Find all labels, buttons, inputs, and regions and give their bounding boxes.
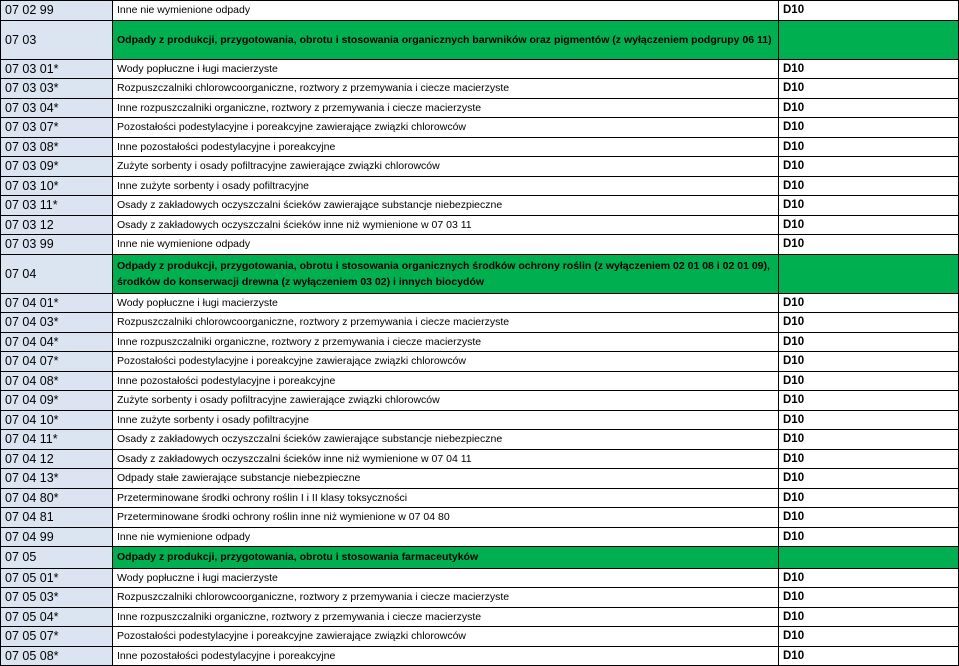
waste-description-cell: Przeterminowane środki ochrony roślin I i II klasy toksyczności bbox=[113, 488, 779, 508]
waste-description-cell: Inne zużyte sorbenty i osady pofiltracyjne bbox=[113, 410, 779, 430]
table-row bbox=[1, 469, 959, 489]
waste-description-cell: Wody popłuczne i ługi macierzyste bbox=[113, 293, 779, 313]
process-code-cell: D10 bbox=[779, 215, 959, 235]
waste-description-cell: Odpady z produkcji, przygotowania, obrotu i stosowania farmaceutyków bbox=[113, 547, 779, 569]
process-code-cell: D10 bbox=[779, 352, 959, 372]
waste-description-cell: Odpady z produkcji, przygotowania, obrotu i stosowania organicznych barwników oraz pigmentów (z wyłączeniem podgrupy 06 11) bbox=[113, 20, 779, 59]
process-code-cell bbox=[779, 20, 959, 59]
waste-description-cell: Wody popłuczne i ługi macierzyste bbox=[113, 59, 779, 79]
table-row bbox=[1, 59, 959, 79]
process-code-cell: D10 bbox=[779, 371, 959, 391]
process-code-cell: D10 bbox=[779, 449, 959, 469]
table-row bbox=[1, 410, 959, 430]
process-code-cell bbox=[779, 547, 959, 569]
waste-description-cell: Pozostałości podestylacyjne i poreakcyjne zawierające związki chlorowców bbox=[113, 118, 779, 138]
group-header-row bbox=[1, 20, 959, 59]
waste-description-cell: Inne nie wymienione odpady bbox=[113, 235, 779, 255]
waste-code-cell: 07 04 01* bbox=[1, 293, 113, 313]
waste-code-cell: 07 03 10* bbox=[1, 176, 113, 196]
process-code-cell: D10 bbox=[779, 196, 959, 216]
process-code-cell: D10 bbox=[779, 118, 959, 138]
process-code-cell: D10 bbox=[779, 627, 959, 647]
waste-code-cell: 07 04 03* bbox=[1, 313, 113, 333]
waste-code-cell: 07 04 09* bbox=[1, 391, 113, 411]
table-row bbox=[1, 332, 959, 352]
process-code-cell: D10 bbox=[779, 607, 959, 627]
table-row bbox=[1, 646, 959, 666]
waste-description-cell: Inne rozpuszczalniki organiczne, roztwory z przemywania i ciecze macierzyste bbox=[113, 332, 779, 352]
waste-code-cell: 07 04 80* bbox=[1, 488, 113, 508]
process-code-cell: D10 bbox=[779, 527, 959, 547]
process-code-cell: D10 bbox=[779, 332, 959, 352]
waste-code-cell: 07 04 81 bbox=[1, 508, 113, 528]
process-code-cell: D10 bbox=[779, 508, 959, 528]
waste-code-cell: 07 03 11* bbox=[1, 196, 113, 216]
waste-code-cell: 07 04 04* bbox=[1, 332, 113, 352]
waste-code-cell: 07 04 99 bbox=[1, 527, 113, 547]
table-row bbox=[1, 98, 959, 118]
waste-code-cell: 07 03 07* bbox=[1, 118, 113, 138]
process-code-cell: D10 bbox=[779, 391, 959, 411]
waste-code-cell: 07 03 04* bbox=[1, 98, 113, 118]
waste-code-cell: 07 05 03* bbox=[1, 588, 113, 608]
process-code-cell: D10 bbox=[779, 176, 959, 196]
table-row bbox=[1, 527, 959, 547]
waste-description-cell: Rozpuszczalniki chlorowcoorganiczne, roztwory z przemywania i ciecze macierzyste bbox=[113, 588, 779, 608]
table-row bbox=[1, 488, 959, 508]
waste-code-cell: 07 04 11* bbox=[1, 430, 113, 450]
process-code-cell: D10 bbox=[779, 488, 959, 508]
waste-description-cell: Inne pozostałości podestylacyjne i poreakcyjne bbox=[113, 646, 779, 666]
waste-description-cell: Osady z zakładowych oczyszczalni ścieków zawierające substancje niebezpieczne bbox=[113, 430, 779, 450]
table-row bbox=[1, 118, 959, 138]
process-code-cell: D10 bbox=[779, 430, 959, 450]
waste-code-cell: 07 04 bbox=[1, 254, 113, 293]
process-code-cell: D10 bbox=[779, 1, 959, 21]
waste-code-cell: 07 05 01* bbox=[1, 568, 113, 588]
waste-code-cell: 07 04 13* bbox=[1, 469, 113, 489]
waste-code-cell: 07 03 08* bbox=[1, 137, 113, 157]
waste-description-cell: Inne rozpuszczalniki organiczne, roztwory z przemywania i ciecze macierzyste bbox=[113, 607, 779, 627]
waste-code-cell: 07 05 04* bbox=[1, 607, 113, 627]
process-code-cell: D10 bbox=[779, 313, 959, 333]
waste-description-cell: Przeterminowane środki ochrony roślin inne niż wymienione w 07 04 80 bbox=[113, 508, 779, 528]
group-header-row bbox=[1, 254, 959, 293]
waste-code-cell: 07 03 bbox=[1, 20, 113, 59]
waste-description-cell: Inne zużyte sorbenty i osady pofiltracyjne bbox=[113, 176, 779, 196]
table-body bbox=[1, 1, 959, 666]
table-row bbox=[1, 176, 959, 196]
waste-code-cell: 07 04 07* bbox=[1, 352, 113, 372]
waste-description-cell: Osady z zakładowych oczyszczalni ścieków zawierające substancje niebezpieczne bbox=[113, 196, 779, 216]
table-row bbox=[1, 391, 959, 411]
process-code-cell: D10 bbox=[779, 235, 959, 255]
waste-description-cell: Inne pozostałości podestylacyjne i poreakcyjne bbox=[113, 371, 779, 391]
waste-code-cell: 07 05 bbox=[1, 547, 113, 569]
waste-code-cell: 07 05 07* bbox=[1, 627, 113, 647]
table-row bbox=[1, 196, 959, 216]
table-row bbox=[1, 79, 959, 99]
waste-description-cell: Inne pozostałości podestylacyjne i poreakcyjne bbox=[113, 137, 779, 157]
process-code-cell: D10 bbox=[779, 59, 959, 79]
table-row bbox=[1, 137, 959, 157]
waste-description-cell: Inne rozpuszczalniki organiczne, roztwory z przemywania i ciecze macierzyste bbox=[113, 98, 779, 118]
group-header-row bbox=[1, 547, 959, 569]
waste-code-cell: 07 03 03* bbox=[1, 79, 113, 99]
waste-description-cell: Odpady z produkcji, przygotowania, obrotu i stosowania organicznych środków ochrony roślin (z wyłączeniem 02 01 08 i 02 01 09), środków do konserwacji drewna (z wyłączeniem 03 02) i innych biocydów bbox=[113, 254, 779, 293]
process-code-cell: D10 bbox=[779, 568, 959, 588]
waste-description-cell: Rozpuszczalniki chlorowcoorganiczne, roztwory z przemywania i ciecze macierzyste bbox=[113, 79, 779, 99]
waste-description-cell: Osady z zakładowych oczyszczalni ścieków inne niż wymienione w 07 04 11 bbox=[113, 449, 779, 469]
process-code-cell: D10 bbox=[779, 293, 959, 313]
waste-description-cell: Osady z zakładowych oczyszczalni ścieków inne niż wymienione w 07 03 11 bbox=[113, 215, 779, 235]
process-code-cell: D10 bbox=[779, 157, 959, 177]
process-code-cell: D10 bbox=[779, 410, 959, 430]
waste-description-cell: Pozostałości podestylacyjne i poreakcyjne zawierające związki chlorowców bbox=[113, 627, 779, 647]
table-row bbox=[1, 1, 959, 21]
process-code-cell bbox=[779, 254, 959, 293]
waste-code-cell: 07 04 10* bbox=[1, 410, 113, 430]
waste-description-cell: Inne nie wymienione odpady bbox=[113, 527, 779, 547]
waste-code-cell: 07 04 08* bbox=[1, 371, 113, 391]
table-row bbox=[1, 352, 959, 372]
table-row bbox=[1, 568, 959, 588]
waste-code-cell: 07 05 08* bbox=[1, 646, 113, 666]
table-row bbox=[1, 157, 959, 177]
waste-description-cell: Rozpuszczalniki chlorowcoorganiczne, roztwory z przemywania i ciecze macierzyste bbox=[113, 313, 779, 333]
table-row bbox=[1, 607, 959, 627]
waste-code-cell: 07 03 12 bbox=[1, 215, 113, 235]
table-row bbox=[1, 508, 959, 528]
table-row bbox=[1, 627, 959, 647]
table-row bbox=[1, 588, 959, 608]
waste-description-cell: Inne nie wymienione odpady bbox=[113, 1, 779, 21]
process-code-cell: D10 bbox=[779, 137, 959, 157]
process-code-cell: D10 bbox=[779, 469, 959, 489]
waste-code-cell: 07 03 99 bbox=[1, 235, 113, 255]
table-row bbox=[1, 430, 959, 450]
waste-code-cell: 07 03 01* bbox=[1, 59, 113, 79]
waste-description-cell: Zużyte sorbenty i osady pofiltracyjne zawierające związki chlorowców bbox=[113, 157, 779, 177]
waste-description-cell: Wody popłuczne i ługi macierzyste bbox=[113, 568, 779, 588]
waste-description-cell: Odpady stałe zawierające substancje niebezpieczne bbox=[113, 469, 779, 489]
process-code-cell: D10 bbox=[779, 79, 959, 99]
table-row bbox=[1, 449, 959, 469]
waste-code-cell: 07 02 99 bbox=[1, 1, 113, 21]
waste-code-cell: 07 04 12 bbox=[1, 449, 113, 469]
table-row bbox=[1, 371, 959, 391]
table-row bbox=[1, 293, 959, 313]
table-row bbox=[1, 313, 959, 333]
process-code-cell: D10 bbox=[779, 588, 959, 608]
process-code-cell: D10 bbox=[779, 98, 959, 118]
table-row bbox=[1, 235, 959, 255]
process-code-cell: D10 bbox=[779, 646, 959, 666]
waste-code-cell: 07 03 09* bbox=[1, 157, 113, 177]
waste-description-cell: Pozostałości podestylacyjne i poreakcyjne zawierające związki chlorowców bbox=[113, 352, 779, 372]
waste-description-cell: Zużyte sorbenty i osady pofiltracyjne zawierające związki chlorowców bbox=[113, 391, 779, 411]
table-row bbox=[1, 215, 959, 235]
